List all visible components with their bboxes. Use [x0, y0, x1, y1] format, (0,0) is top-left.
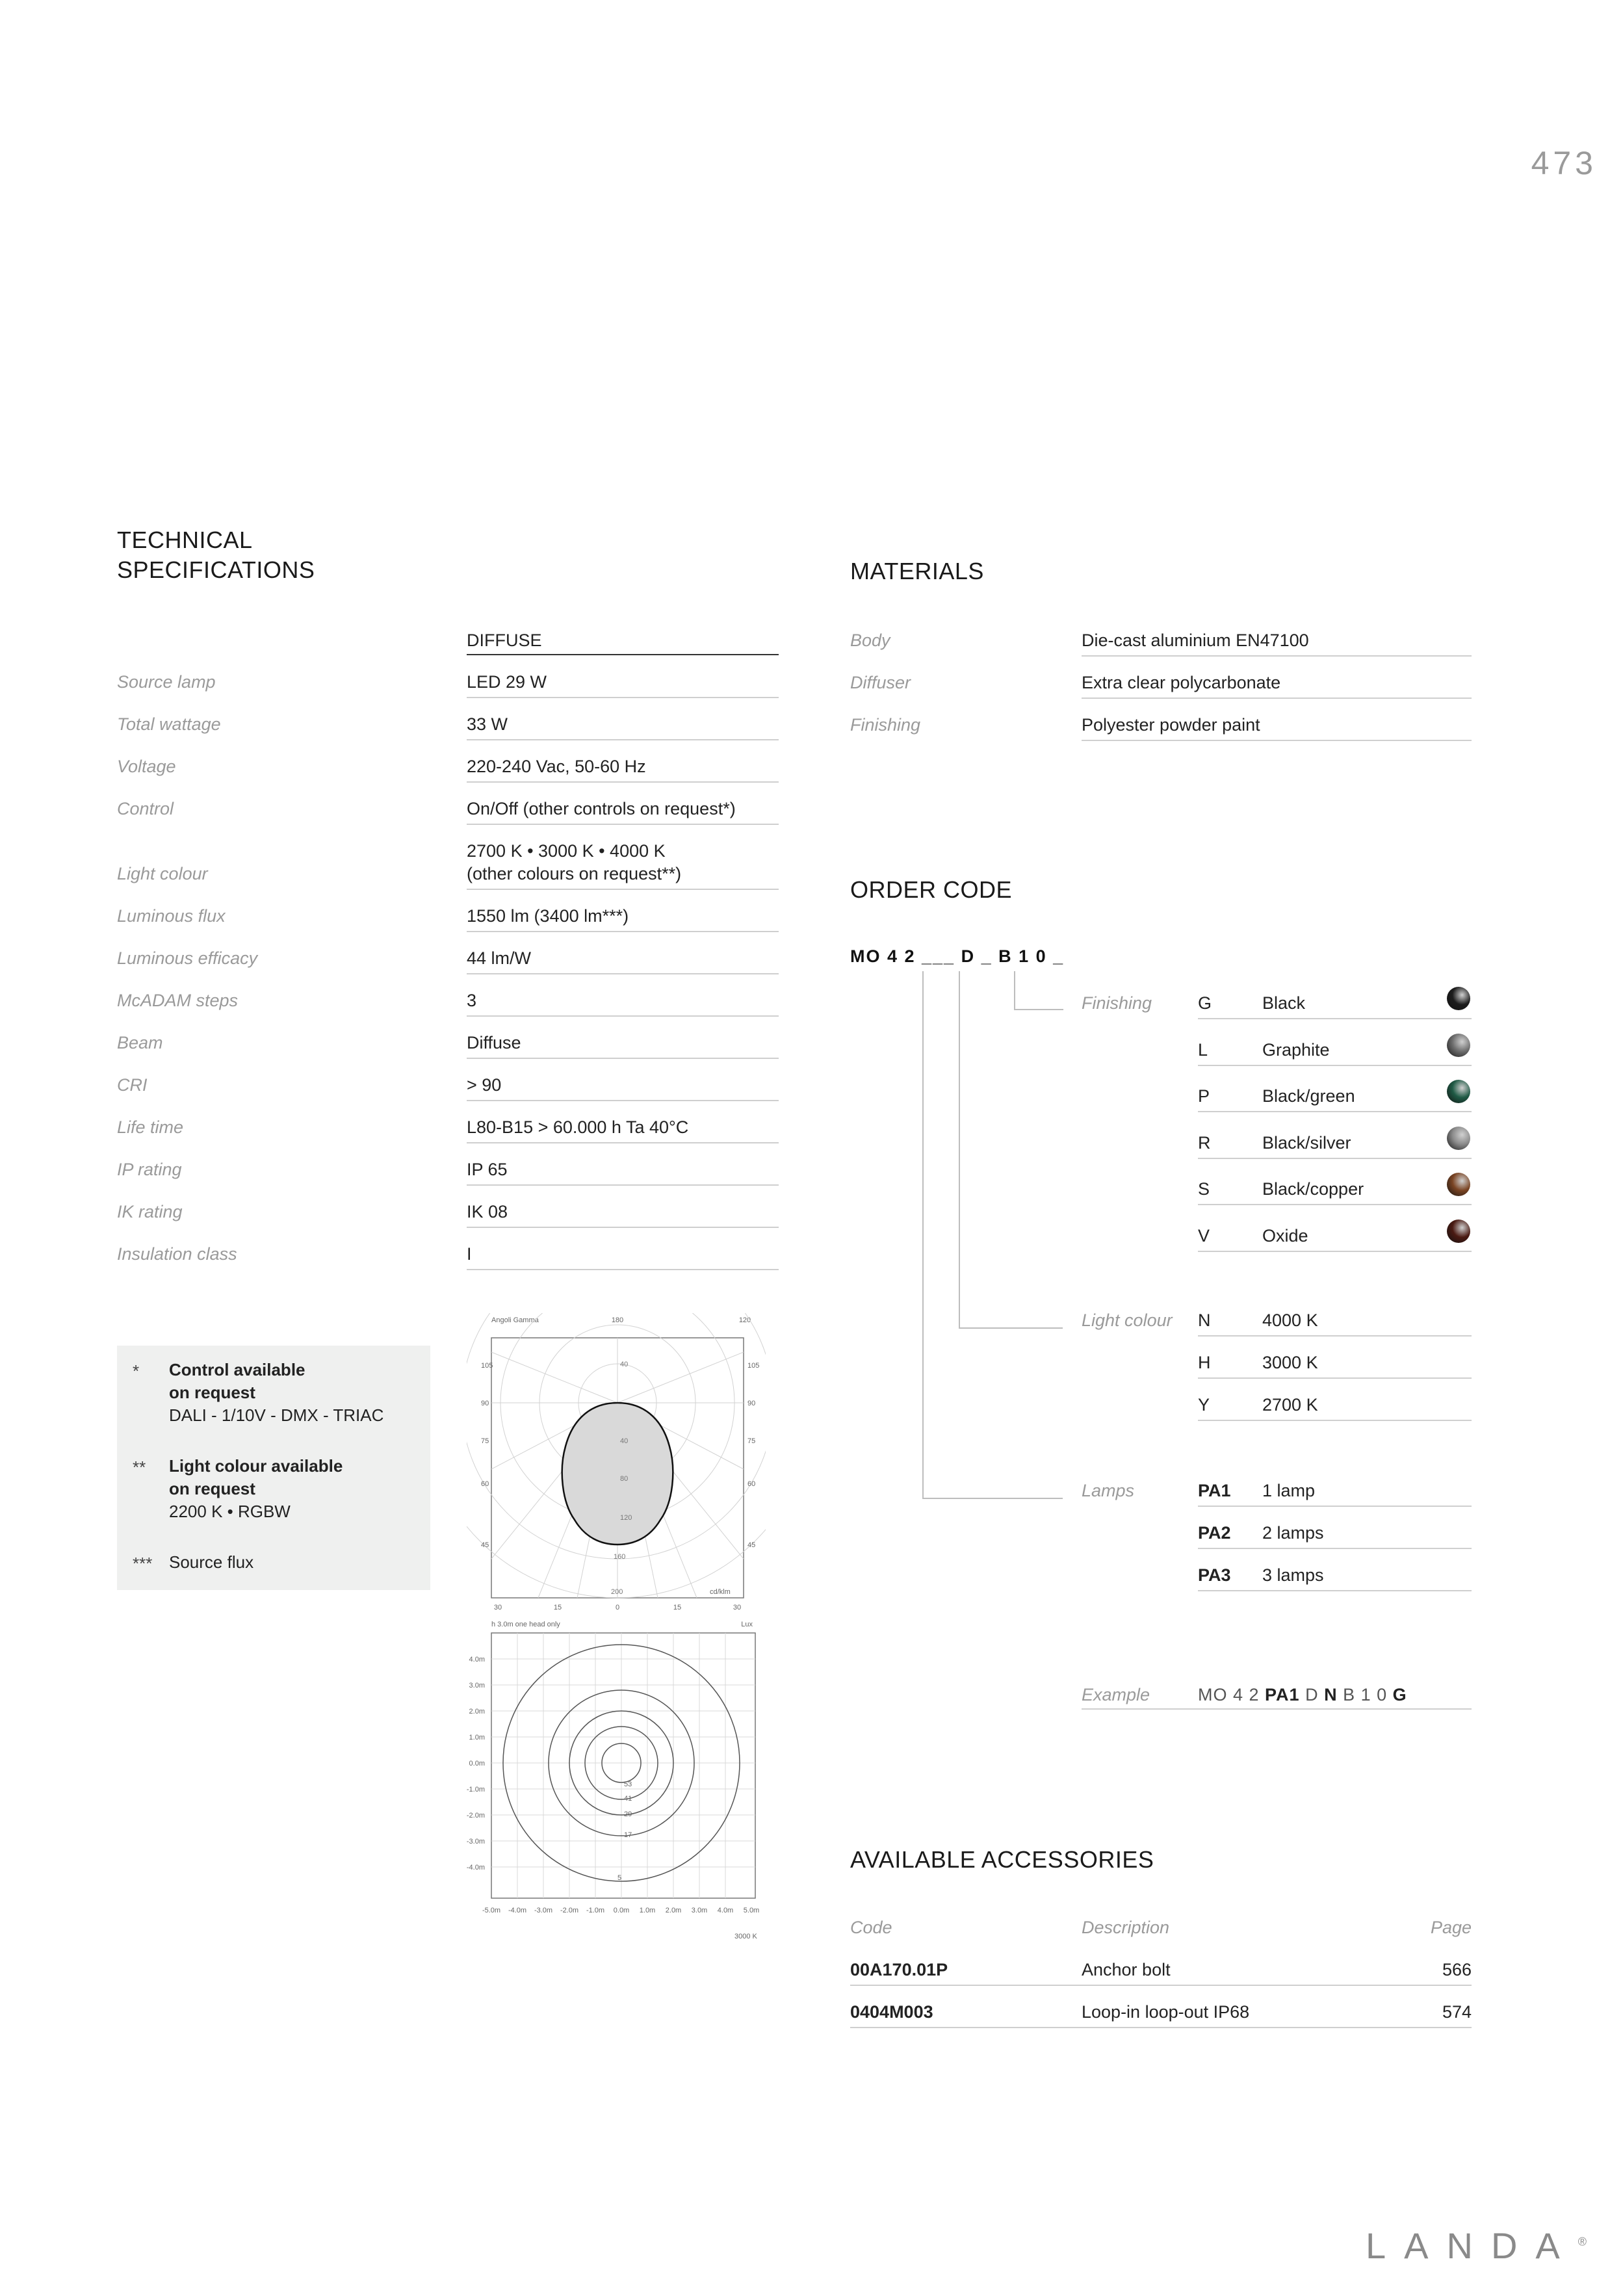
finish-name: Black/silver: [1262, 1132, 1351, 1153]
finish-name: Black: [1262, 993, 1306, 1013]
light-colour-label: Light colour: [1082, 1311, 1173, 1330]
order-code-pattern: MO 4 2 ___ D _ B 1 0 _: [850, 946, 1065, 966]
finish-swatch-icon: [1447, 1034, 1470, 1057]
polar-side-label: 75: [481, 1437, 489, 1445]
page-number: 473: [1531, 145, 1597, 181]
brand-logo: LANDA®: [1366, 2225, 1587, 2266]
material-value: Extra clear polycarbonate: [1082, 673, 1281, 692]
material-value: Polyester powder paint: [1082, 715, 1260, 735]
lux-frame: [491, 1633, 755, 1898]
finishing-label: Finishing: [1082, 993, 1152, 1013]
spec-rule: [467, 1184, 779, 1186]
lux-y-axis: [467, 1656, 485, 1872]
lamp-name: 1 lamp: [1262, 1481, 1316, 1500]
lux-x-axis: [482, 1907, 759, 1914]
lux-x-label: -1.0m: [586, 1907, 605, 1914]
acc-header-code: Code: [850, 1918, 892, 1937]
lux-y-label: -3.0m: [466, 1838, 485, 1846]
lux-ring-label: 29: [624, 1810, 632, 1818]
polar-top-label: 120: [738, 1316, 751, 1324]
lux-y-label: 2.0m: [469, 1708, 485, 1715]
order-code-title: ORDER CODE: [850, 876, 1013, 903]
spec-label: Beam: [117, 1033, 163, 1052]
lux-ring-label: 41: [624, 1795, 632, 1803]
polar-unit: cd/klm: [710, 1588, 731, 1596]
material-rule: [1082, 698, 1472, 699]
spec-value: 44 lm/W: [467, 948, 532, 968]
note-mark: **: [133, 1457, 146, 1477]
note-source-flux: Source flux: [169, 1552, 254, 1572]
finish-rule: [1198, 1251, 1472, 1252]
polar-ring-label: 80: [620, 1475, 629, 1483]
spec-rule: [467, 697, 779, 698]
lux-x-label: -3.0m: [534, 1907, 553, 1914]
polar-top-label: 180: [611, 1316, 624, 1324]
finish-name: Black/copper: [1262, 1179, 1364, 1199]
finish-swatch-icon: [1447, 1080, 1470, 1103]
polar-ring-label: 200: [611, 1588, 623, 1596]
lux-grid: [491, 1633, 755, 1898]
lamp-name: 3 lamps: [1262, 1565, 1324, 1585]
colour-code: H: [1198, 1353, 1211, 1372]
lux-x-label: 1.0m: [639, 1907, 656, 1914]
lux-y-label: -4.0m: [466, 1864, 485, 1872]
polar-side-label: 60: [747, 1480, 756, 1488]
lamp-code: PA3: [1198, 1565, 1231, 1585]
spec-rule: [467, 1100, 779, 1101]
lux-x-label: 3.0m: [691, 1907, 708, 1914]
header-rule: [467, 654, 779, 655]
finish-code: L: [1198, 1039, 1208, 1060]
spec-rule: [467, 739, 779, 740]
lux-ring-label: 5: [617, 1874, 622, 1882]
acc-code: 0404M003: [850, 2002, 933, 2022]
connector-light-colour: [959, 1327, 1063, 1329]
example-code: MO 4 2 PA1 D N B 1 0 G: [1198, 1685, 1407, 1704]
spec-value: IK 08: [467, 1202, 508, 1221]
finish-name: Black/green: [1262, 1086, 1355, 1106]
acc-rule: [850, 1985, 1472, 1986]
spec-label: CRI: [117, 1075, 148, 1095]
spec-rule: [467, 1227, 779, 1228]
spec-rule: [467, 1058, 779, 1059]
lux-x-label: -5.0m: [482, 1907, 501, 1914]
polar-bottom-label: 30: [493, 1604, 502, 1611]
polar-ring-label: 120: [620, 1514, 632, 1522]
note-mark: *: [133, 1361, 140, 1381]
polar-side-label: 75: [747, 1437, 756, 1445]
note-mark: ***: [133, 1554, 153, 1573]
acc-page: 566: [1442, 1960, 1472, 1979]
finish-swatch-icon: [1447, 1173, 1470, 1196]
spec-value: > 90: [467, 1075, 502, 1095]
tech-specs-title: TECHNICAL SPECIFICATIONS: [117, 527, 315, 583]
finish-code: P: [1198, 1086, 1210, 1106]
lux-caption: h 3.0m one head only: [491, 1621, 560, 1628]
spec-rule: [467, 973, 779, 974]
finish-swatch-icon: [1447, 1127, 1470, 1150]
spec-label: Luminous flux: [117, 906, 226, 926]
lux-ring-label: 17: [624, 1831, 632, 1839]
acc-description: Anchor bolt: [1082, 1960, 1171, 1979]
polar-ring-label: 40: [620, 1361, 629, 1368]
polar-caption: Angoli Gamma: [491, 1316, 539, 1324]
polar-ring-label: 160: [614, 1553, 626, 1561]
lux-y-label: 1.0m: [469, 1734, 485, 1742]
spec-rule: [467, 1142, 779, 1143]
materials-title: MATERIALS: [850, 558, 984, 584]
finish-swatch-icon: [1447, 987, 1470, 1010]
lux-y-label: 3.0m: [469, 1682, 485, 1689]
lux-y-label: -2.0m: [466, 1812, 485, 1820]
lamp-rule: [1198, 1590, 1472, 1591]
spec-value: 220-240 Vac, 50-60 Hz: [467, 757, 646, 776]
polar-side-label: 105: [481, 1362, 493, 1370]
spec-label: McADAM steps: [117, 991, 239, 1010]
colour-code: N: [1198, 1311, 1211, 1330]
colour-code: Y: [1198, 1395, 1210, 1415]
colour-name: 3000 K: [1262, 1353, 1318, 1372]
spec-label: Life time: [117, 1117, 184, 1137]
connector-lamps: [922, 971, 924, 1499]
finish-rule: [1198, 1018, 1472, 1019]
spec-value: L80-B15 > 60.000 h Ta 40°C: [467, 1117, 689, 1137]
tech-column-header: DIFFUSE: [467, 631, 542, 650]
finish-rule: [1198, 1158, 1472, 1159]
finish-rule: [1198, 1111, 1472, 1112]
note-light-colour: Light colour available on request 2200 K • RGBW: [169, 1456, 343, 1521]
material-rule: [1082, 740, 1472, 741]
spec-label: Luminous efficacy: [117, 948, 258, 968]
spec-label: IP rating: [117, 1160, 182, 1179]
colour-name: 2700 K: [1262, 1395, 1318, 1415]
polar-ring-label: 40: [620, 1437, 629, 1445]
spec-label: Source lamp: [117, 672, 216, 692]
spec-rule: [467, 931, 779, 932]
spec-label: Control: [117, 799, 174, 818]
acc-header-description: Description: [1082, 1918, 1170, 1937]
lux-y-label: 0.0m: [469, 1760, 485, 1768]
spec-value: I: [467, 1244, 472, 1264]
spec-value: IP 65: [467, 1160, 508, 1179]
spec-value: On/Off (other controls on request*): [467, 799, 736, 818]
polar-side-label: 90: [481, 1400, 489, 1407]
spec-rule: [467, 889, 779, 890]
connector-finishing: [1014, 1009, 1063, 1010]
acc-description: Loop-in loop-out IP68: [1082, 2002, 1250, 2022]
accessories-title: AVAILABLE ACCESSORIES: [850, 1846, 1154, 1873]
finish-rule: [1198, 1065, 1472, 1066]
lamp-name: 2 lamps: [1262, 1523, 1324, 1543]
material-rule: [1082, 655, 1472, 657]
spec-label: Voltage: [117, 757, 176, 776]
colour-rule: [1198, 1335, 1472, 1337]
material-label: Finishing: [850, 715, 921, 735]
lux-y-label: -1.0m: [466, 1786, 485, 1794]
lux-x-label: -4.0m: [508, 1907, 527, 1914]
acc-rule: [850, 2027, 1472, 2028]
lux-ring-label: 53: [624, 1781, 632, 1788]
finish-code: S: [1198, 1179, 1210, 1199]
lamps-label: Lamps: [1082, 1481, 1135, 1500]
spec-label: IK rating: [117, 1202, 183, 1221]
polar-bottom-label: 30: [733, 1604, 742, 1611]
note-control: Control available on request DALI - 1/10V - DMX - TRIAC: [169, 1360, 384, 1425]
notes-box: [117, 1346, 430, 1590]
lamp-code: PA1: [1198, 1481, 1231, 1500]
material-label: Diffuser: [850, 673, 911, 692]
lamp-code: PA2: [1198, 1523, 1231, 1543]
lux-unit: Lux: [741, 1621, 753, 1628]
spec-label: Total wattage: [117, 714, 221, 734]
connector-light-colour: [959, 971, 960, 1329]
colour-name: 4000 K: [1262, 1311, 1318, 1330]
lux-cct: 3000 K: [734, 1933, 757, 1940]
finish-name: Graphite: [1262, 1039, 1330, 1060]
finish-code: G: [1198, 993, 1212, 1013]
acc-code: 00A170.01P: [850, 1960, 948, 1979]
spec-value: 33 W: [467, 714, 508, 734]
spec-label: Insulation class: [117, 1244, 237, 1264]
example-label: Example: [1082, 1685, 1150, 1704]
example-rule: [1082, 1708, 1472, 1710]
polar-diagram: [467, 1313, 766, 1612]
spec-value: 3: [467, 991, 477, 1010]
spec-label: Light colour: [117, 864, 208, 883]
colour-rule: [1198, 1420, 1472, 1421]
polar-side-label: 60: [481, 1480, 489, 1488]
polar-bottom-label: 0: [615, 1604, 620, 1611]
spec-rule: [467, 781, 779, 783]
finish-rule: [1198, 1204, 1472, 1205]
polar-side-label: 45: [481, 1541, 489, 1549]
material-value: Die-cast aluminium EN47100: [1082, 631, 1309, 650]
spec-rule: [467, 1015, 779, 1017]
finish-code: R: [1198, 1132, 1211, 1153]
connector-finishing: [1014, 971, 1015, 1009]
lux-x-label: 2.0m: [665, 1907, 682, 1914]
spec-value: Diffuse: [467, 1033, 521, 1052]
lux-y-label: 4.0m: [469, 1656, 485, 1663]
acc-header-page: Page: [1430, 1918, 1472, 1937]
lux-x-label: 0.0m: [613, 1907, 630, 1914]
spec-rule: [467, 1269, 779, 1270]
finish-name: Oxide: [1262, 1225, 1308, 1246]
spec-value: LED 29 W: [467, 672, 547, 692]
lux-x-label: 5.0m: [743, 1907, 760, 1914]
acc-page: 574: [1442, 2002, 1472, 2022]
lux-x-label: 4.0m: [717, 1907, 734, 1914]
spec-value: (other colours on request**): [467, 864, 682, 883]
polar-side-label: 45: [747, 1541, 756, 1549]
lux-diagram: [455, 1610, 767, 1948]
polar-bottom-label: 15: [673, 1604, 682, 1611]
colour-rule: [1198, 1377, 1472, 1379]
finish-code: V: [1198, 1225, 1210, 1246]
material-label: Body: [850, 631, 890, 650]
polar-bottom-label: 15: [553, 1604, 562, 1611]
lamp-rule: [1198, 1506, 1472, 1507]
lux-x-label: -2.0m: [560, 1907, 579, 1914]
lamp-rule: [1198, 1548, 1472, 1549]
spec-value: 1550 lm (3400 lm***): [467, 906, 629, 926]
polar-side-label: 90: [747, 1400, 756, 1407]
finish-swatch-icon: [1447, 1220, 1470, 1243]
polar-side-label: 105: [747, 1362, 760, 1370]
spec-rule: [467, 824, 779, 825]
spec-value: 2700 K • 3000 K • 4000 K: [467, 841, 666, 861]
connector-lamps: [922, 1498, 1063, 1499]
polar-curve: [562, 1403, 673, 1545]
